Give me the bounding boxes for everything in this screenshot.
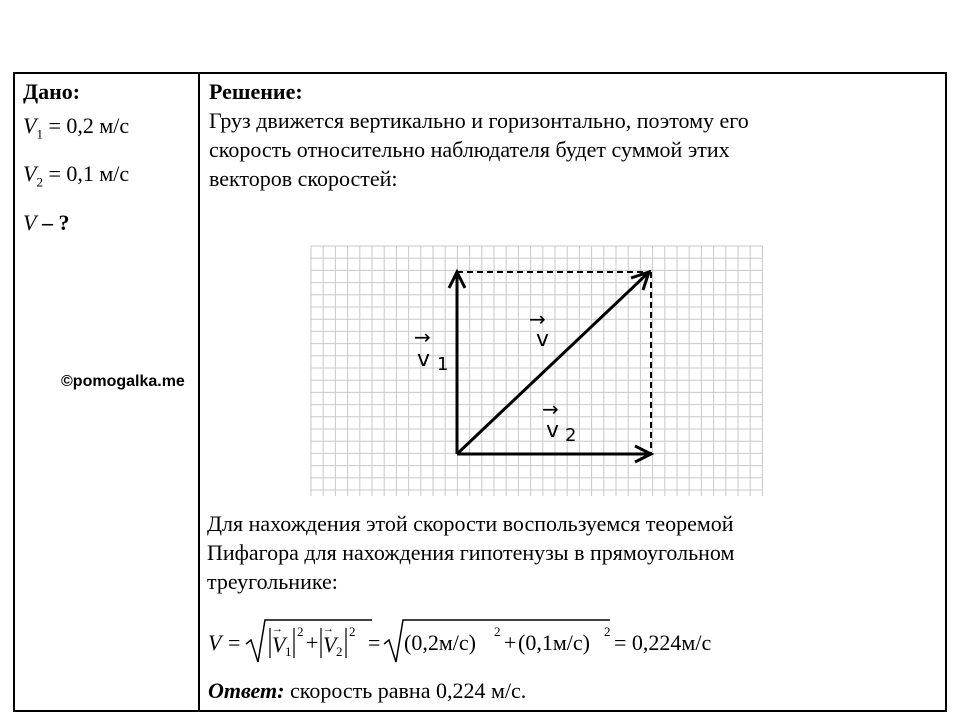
para1-line3: векторов скоростей:: [209, 166, 398, 191]
formula: [208, 618, 748, 675]
solution-column: [209, 78, 929, 193]
formula-v2: V: [323, 632, 337, 657]
given-unknown: V – ?: [23, 209, 70, 235]
formula-svg: [208, 618, 748, 670]
label-v1-arrow: →: [414, 325, 431, 349]
formula-pow1: 2: [297, 624, 304, 639]
vector-v1: [449, 272, 465, 454]
para1-line2: скорость относительно наблюдателя будет суммой этих: [209, 137, 730, 162]
formula-plus2: +: [504, 630, 517, 655]
formula-pow4: 2: [604, 624, 611, 639]
para2-line2: Пифагора для нахождения гипотенузы в прямоугольном: [207, 540, 735, 565]
formula-v1: V: [272, 632, 286, 657]
vector-v2: [457, 446, 651, 462]
given-v1: $V_1 = 0,2$ м/с: [23, 113, 130, 142]
label-v2: v: [546, 418, 560, 443]
formula-term1: (0,2м/с): [404, 630, 476, 655]
solution-header: Решение:: [209, 79, 303, 104]
vector-diagram: [297, 242, 767, 505]
formula-result: = 0,224м/с: [614, 630, 712, 655]
answer: [208, 676, 526, 706]
formula-pow3: 2: [494, 624, 501, 639]
formula-term2: (0,1м/с): [518, 630, 590, 655]
vector-diagram-svg: [297, 242, 767, 500]
formula-v1-arrow: →: [272, 623, 283, 635]
formula-pow2: 2: [349, 624, 356, 639]
formula-eq1: =: [228, 630, 241, 655]
answer-text: скорость равна 0,224 м/с.: [284, 678, 527, 703]
grid: [311, 246, 763, 496]
formula-v2-arrow: →: [323, 623, 334, 635]
formula-v2-sub: 2: [336, 644, 343, 659]
formula-lhs: V: [208, 630, 222, 655]
watermark: ©pomogalka.me: [61, 373, 185, 390]
para2-line1: Для нахождения этой скорости воспользуемся теоремой: [207, 511, 734, 536]
para2-line3: треугольнике:: [207, 569, 338, 594]
label-v2-arrow: →: [542, 397, 559, 421]
label-v-arrow: →: [529, 307, 546, 331]
formula-plus1: +: [306, 630, 319, 655]
given-header: Дано:: [23, 79, 81, 104]
label-v1: v: [417, 347, 431, 372]
formula-eq2: =: [368, 630, 381, 655]
formula-v1-sub: 1: [285, 644, 292, 659]
given-column: [23, 78, 193, 243]
para2: [207, 509, 734, 596]
label-v: v: [536, 327, 550, 352]
label-v2-sub: 2: [565, 425, 577, 446]
given-v2: $V_2 = 0,1$ м/с: [23, 161, 130, 190]
answer-label: Ответ:: [208, 678, 285, 703]
label-v1-sub: 1: [437, 354, 449, 375]
para1-line1: Груз движется вертикально и горизонтально, поэтому его: [209, 108, 749, 133]
column-divider: [198, 74, 200, 710]
